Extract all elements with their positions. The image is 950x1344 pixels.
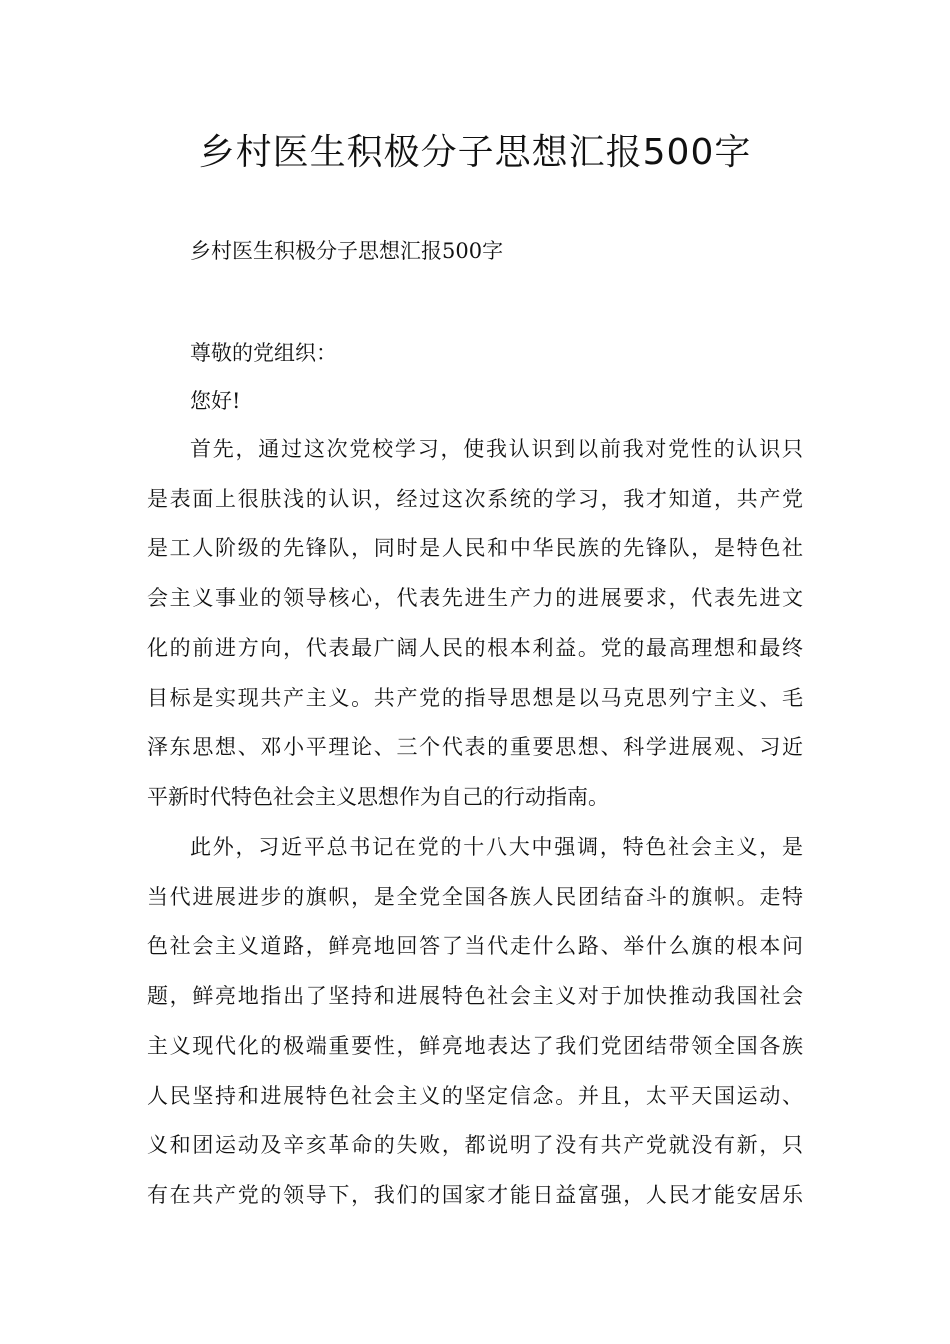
paragraph-2-line: 色社会主义道路，鲜亮地回答了当代走什么路、举什么旗的根本问 [147, 934, 803, 959]
document-title: 乡村医生积极分子思想汇报500字 [198, 132, 752, 173]
paragraph-2-line: 题，鲜亮地指出了坚持和进展特色社会主义对于加快推动我国社会 [147, 984, 803, 1009]
paragraph-1-line: 目标是实现共产主义。共产党的指导思想是以马克思列宁主义、毛 [147, 685, 803, 710]
paragraph-2 [147, 823, 803, 1221]
paragraph-2-line: 此外，习近平总书记在党的十八大中强调，特色社会主义，是 [190, 835, 803, 859]
paragraph-1-line: 化的前进方向，代表最广阔人民的根本利益。党的最高理想和最终 [147, 635, 803, 660]
document-subtitle: 乡村医生积极分子思想汇报500字 [190, 239, 504, 263]
greeting: 您好! [190, 389, 241, 413]
paragraph-1-line: 是工人阶级的先锋队，同时是人民和中华民族的先锋队，是特色社 [147, 536, 803, 561]
paragraph-2-line: 义和团运动及辛亥革命的失败，都说明了没有共产党就没有新，只 [147, 1133, 803, 1158]
paragraph-1-line: 首先，通过这次党校学习，使我认识到以前我对党性的认识只 [190, 437, 803, 461]
paragraph-2-line: 主义现代化的极端重要性，鲜亮地表达了我们党团结带领全国各族 [147, 1033, 803, 1058]
salutation: 尊敬的党组织： [190, 341, 337, 365]
paragraph-2-line: 有在共产党的领导下，我们的国家才能日益富强，人民才能安居乐 [147, 1182, 803, 1207]
paragraph-2-line: 人民坚持和进展特色社会主义的坚定信念。并且，太平天国运动、 [147, 1083, 803, 1108]
paragraph-1 [147, 425, 803, 823]
paragraph-1-line: 泽东思想、邓小平理论、三个代表的重要思想、科学进展观、习近 [147, 735, 803, 760]
paragraph-2-line: 当代进展进步的旗帜，是全党全国各族人民团结奋斗的旗帜。走特 [147, 884, 803, 909]
paragraph-1-line: 会主义事业的领导核心，代表先进生产力的进展要求，代表先进文 [147, 586, 803, 611]
paragraph-1-line: 是表面上很肤浅的认识，经过这次系统的学习，我才知道，共产党 [147, 486, 803, 511]
paragraph-1-line: 平新时代特色社会主义思想作为自己的行动指南。 [147, 784, 609, 809]
